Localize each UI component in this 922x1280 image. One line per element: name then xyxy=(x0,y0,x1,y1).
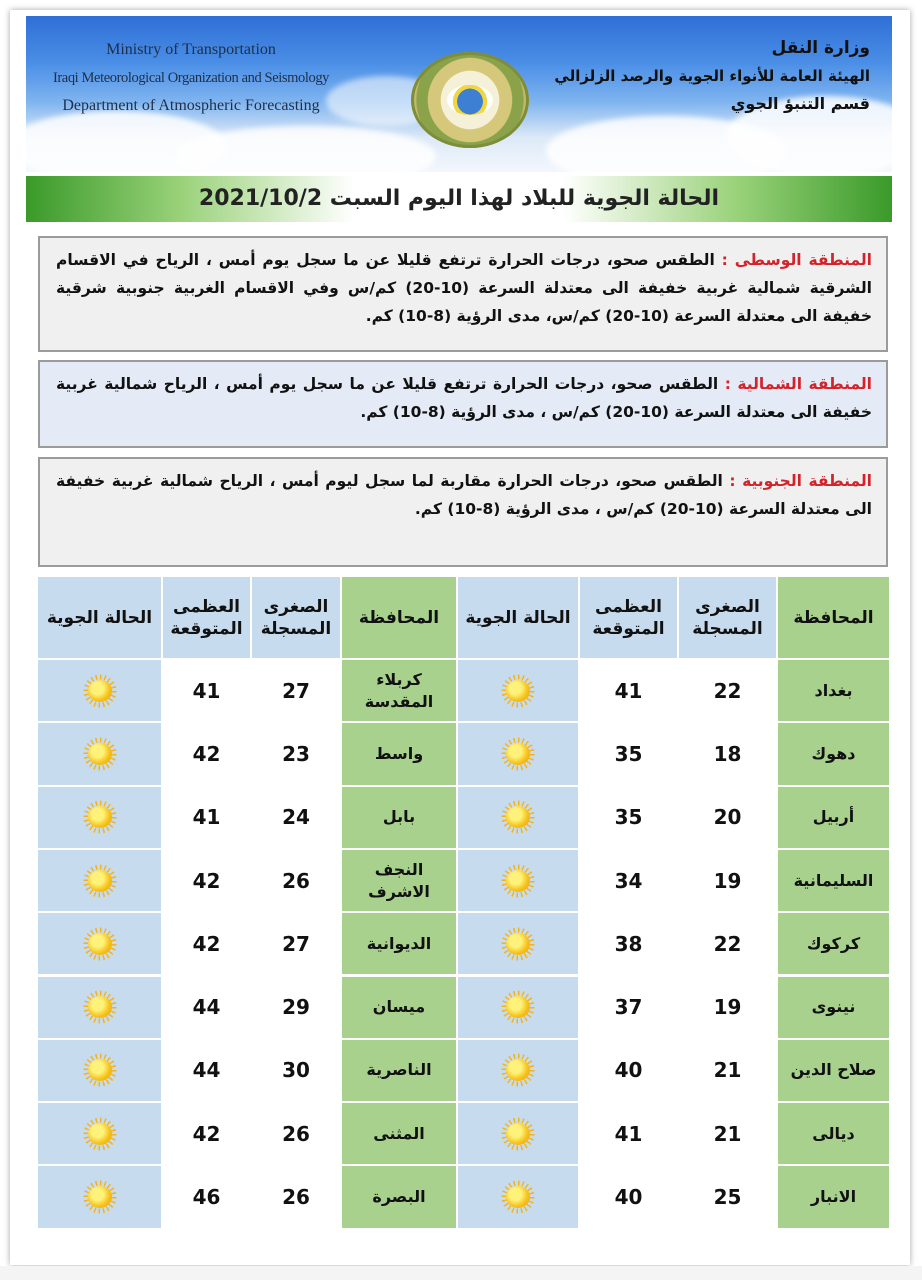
governorate-left-2 xyxy=(342,787,458,850)
min-temp-left-7 xyxy=(252,1103,342,1166)
min-temp-left-4-text: 27 xyxy=(282,931,310,956)
temperature-table xyxy=(38,577,891,1250)
min-temp-right-8 xyxy=(679,1166,778,1229)
region-central xyxy=(38,236,888,352)
region-central-heading: المنطقة الوسطى : xyxy=(721,251,872,269)
max-temp-left-4 xyxy=(163,913,252,976)
weather-cell-right-2 xyxy=(458,787,580,850)
min-temp-left-8-text: 26 xyxy=(282,1185,310,1210)
min-temp-left-0 xyxy=(252,660,342,723)
min-temp-left-7-text: 26 xyxy=(282,1121,310,1146)
max-temp-right-7-text: 41 xyxy=(614,1121,643,1146)
min-temp-right-1 xyxy=(679,723,778,786)
governorate-left-4-text: الديوانية xyxy=(366,933,432,953)
governorate-left-6-text: الناصرية xyxy=(366,1060,432,1080)
max-temp-left-4-text: 42 xyxy=(192,931,221,956)
governorate-right-3 xyxy=(778,850,891,913)
weather-cell-right-5 xyxy=(458,977,580,1040)
weather-cell-left-5 xyxy=(38,977,163,1040)
max-temp-right-5-text: 37 xyxy=(614,995,643,1020)
weather-cell-left-2 xyxy=(38,787,163,850)
sun-icon xyxy=(82,1183,118,1211)
max-temp-right-4 xyxy=(580,913,679,976)
max-temp-left-0-text: 41 xyxy=(192,678,221,703)
max-temp-left-5-text: 44 xyxy=(192,995,221,1020)
region-north xyxy=(38,360,888,448)
weather-cell-left-4 xyxy=(38,913,163,976)
header-governorate-left-text: المحافظة xyxy=(358,607,440,628)
max-temp-right-3-text: 34 xyxy=(614,868,643,893)
min-temp-left-1 xyxy=(252,723,342,786)
header-governorate-right-text: المحافظة xyxy=(793,607,874,628)
header-weather-right-text: الحالة الجوية xyxy=(465,607,571,628)
governorate-left-0 xyxy=(342,660,458,723)
sun-icon xyxy=(500,867,536,895)
sun-icon xyxy=(500,740,536,768)
max-temp-right-7 xyxy=(580,1103,679,1166)
governorate-right-6 xyxy=(778,1040,891,1103)
governorate-left-3 xyxy=(342,850,458,913)
max-temp-right-8-text: 40 xyxy=(614,1185,643,1210)
governorate-left-1-text: واسط xyxy=(374,743,424,763)
min-temp-right-8-text: 25 xyxy=(713,1185,742,1210)
department-name-ar: قسم التنبؤ الجوي xyxy=(730,94,870,113)
governorate-right-3-text: السليمانية xyxy=(793,870,874,890)
governorate-left-1 xyxy=(342,723,458,786)
min-temp-right-1-text: 18 xyxy=(713,741,742,766)
max-temp-right-8 xyxy=(580,1166,679,1229)
region-south-body: الطقس صحو، درجات الحرارة مقاربة لما سجل ليوم أمس ، الرياح شمالية غربية خفيفة الى معتدلة السرعة (10-20) كم/س ، مدى الرؤية (8-10) كم. xyxy=(56,472,872,518)
department-name-en: Department of Atmospheric Forecasting xyxy=(62,97,320,114)
min-temp-right-6 xyxy=(679,1040,778,1103)
governorate-left-7 xyxy=(342,1103,458,1166)
max-temp-right-6 xyxy=(580,1040,679,1103)
max-temp-left-5 xyxy=(163,977,252,1040)
governorate-left-6 xyxy=(342,1040,458,1103)
min-temp-left-6 xyxy=(252,1040,342,1103)
sun-icon xyxy=(82,1120,118,1148)
governorate-right-1 xyxy=(778,723,891,786)
sun-icon xyxy=(82,803,118,831)
max-temp-right-0 xyxy=(580,660,679,723)
organization-seal-icon xyxy=(411,52,529,148)
min-temp-right-7 xyxy=(679,1103,778,1166)
header-banner xyxy=(26,16,892,172)
governorate-left-5 xyxy=(342,977,458,1040)
english-header xyxy=(46,36,336,120)
title-bar xyxy=(26,176,892,222)
region-north-text xyxy=(56,370,872,426)
min-temp-left-0-text: 27 xyxy=(282,678,310,703)
weather-cell-right-6 xyxy=(458,1040,580,1103)
max-temp-right-1-text: 35 xyxy=(614,741,643,766)
weather-cell-left-3 xyxy=(38,850,163,913)
min-temp-left-5-text: 29 xyxy=(282,995,310,1020)
header-min-right-text: الصغرى المسجلة xyxy=(692,596,763,639)
min-temp-right-2-text: 20 xyxy=(713,805,742,830)
min-temp-right-3-text: 19 xyxy=(713,868,742,893)
min-temp-left-5 xyxy=(252,977,342,1040)
weather-cell-left-0 xyxy=(38,660,163,723)
header-min-left-text: الصغرى المسجلة xyxy=(260,596,332,639)
region-south-heading: المنطقة الجنوبية : xyxy=(729,472,872,490)
min-temp-left-4 xyxy=(252,913,342,976)
header-min-left xyxy=(252,577,342,660)
governorate-right-5 xyxy=(778,977,891,1040)
max-temp-left-0 xyxy=(163,660,252,723)
governorate-right-2-text: أربيل xyxy=(812,807,855,827)
ministry-name-ar: وزارة النقل xyxy=(771,38,870,58)
governorate-left-3-text: النجف الاشرف xyxy=(368,859,430,901)
header-max-left xyxy=(163,577,252,660)
weather-cell-left-8 xyxy=(38,1166,163,1229)
region-north-body: الطقس صحو، درجات الحرارة ترتفع قليلا عن ما سجل يوم أمس ، الرياح شمالية غربية خفيفة الى معتدلة السرعة (10-20) كم/س ، مدى الرؤية (8-10) كم. xyxy=(56,375,872,421)
min-temp-left-6-text: 30 xyxy=(282,1058,310,1083)
sun-icon xyxy=(82,1056,118,1084)
weather-cell-right-1 xyxy=(458,723,580,786)
min-temp-right-5 xyxy=(679,977,778,1040)
max-temp-left-2-text: 41 xyxy=(192,805,221,830)
max-temp-left-3-text: 42 xyxy=(192,868,221,893)
governorate-right-0 xyxy=(778,660,891,723)
max-temp-left-1-text: 42 xyxy=(192,741,221,766)
governorate-left-2-text: بابل xyxy=(382,807,416,827)
bulletin-title: الحالة الجوية للبلاد لهذا اليوم السبت 2021/10/2 xyxy=(198,186,720,211)
sun-icon xyxy=(82,867,118,895)
header-weather-left-text: الحالة الجوية xyxy=(46,607,153,628)
max-temp-left-3 xyxy=(163,850,252,913)
governorate-right-8 xyxy=(778,1166,891,1229)
sun-icon xyxy=(500,930,536,958)
min-temp-right-7-text: 21 xyxy=(713,1121,742,1146)
max-temp-right-3 xyxy=(580,850,679,913)
sun-icon xyxy=(500,993,536,1021)
organization-name-ar: الهيئة العامة للأنواء الجوية والرصد الزلزالي xyxy=(554,67,870,85)
max-temp-left-1 xyxy=(163,723,252,786)
max-temp-right-0-text: 41 xyxy=(614,678,643,703)
governorate-right-5-text: نينوى xyxy=(811,997,856,1017)
governorate-right-8-text: الانبار xyxy=(810,1187,857,1207)
min-temp-left-2 xyxy=(252,787,342,850)
sun-icon xyxy=(500,1056,536,1084)
region-south-text xyxy=(56,467,872,523)
header-governorate-right xyxy=(778,577,891,660)
governorate-left-7-text: المثنى xyxy=(373,1123,425,1143)
governorate-right-0-text: بغداد xyxy=(814,680,853,700)
min-temp-right-5-text: 19 xyxy=(713,995,742,1020)
max-temp-left-6-text: 44 xyxy=(192,1058,221,1083)
header-weather-left xyxy=(38,577,163,660)
arabic-header xyxy=(554,34,870,118)
max-temp-right-6-text: 40 xyxy=(614,1058,643,1083)
min-temp-left-1-text: 23 xyxy=(282,741,310,766)
weather-cell-right-0 xyxy=(458,660,580,723)
header-weather-right xyxy=(458,577,580,660)
sun-icon xyxy=(500,803,536,831)
region-central-text xyxy=(56,246,872,330)
weather-cell-right-3 xyxy=(458,850,580,913)
header-max-left-text: العظمى المتوقعة xyxy=(170,596,243,639)
weather-cell-right-4 xyxy=(458,913,580,976)
governorate-right-7 xyxy=(778,1103,891,1166)
sun-icon xyxy=(500,677,536,705)
sun-icon xyxy=(82,677,118,705)
governorate-left-4 xyxy=(342,913,458,976)
header-min-right xyxy=(679,577,778,660)
governorate-right-6-text: صلاح الدين xyxy=(790,1060,877,1080)
organization-name-en: Iraqi Meteorological Organization and Seismology xyxy=(52,70,330,86)
min-temp-left-3-text: 26 xyxy=(282,868,310,893)
region-south xyxy=(38,457,888,567)
weather-cell-right-7 xyxy=(458,1103,580,1166)
sun-icon xyxy=(82,993,118,1021)
max-temp-left-6 xyxy=(163,1040,252,1103)
max-temp-right-1 xyxy=(580,723,679,786)
governorate-left-5-text: ميسان xyxy=(372,997,426,1017)
sun-icon xyxy=(500,1183,536,1211)
governorate-right-2 xyxy=(778,787,891,850)
max-temp-left-7 xyxy=(163,1103,252,1166)
sun-icon xyxy=(82,740,118,768)
governorate-right-1-text: دهوك xyxy=(811,743,856,763)
sun-icon xyxy=(82,930,118,958)
header-max-right xyxy=(580,577,679,660)
weather-cell-left-7 xyxy=(38,1103,163,1166)
max-temp-left-8-text: 46 xyxy=(192,1185,221,1210)
weather-cell-left-6 xyxy=(38,1040,163,1103)
min-temp-right-3 xyxy=(679,850,778,913)
min-temp-left-3 xyxy=(252,850,342,913)
max-temp-left-7-text: 42 xyxy=(192,1121,221,1146)
min-temp-left-2-text: 24 xyxy=(282,805,310,830)
max-temp-right-5 xyxy=(580,977,679,1040)
max-temp-right-2 xyxy=(580,787,679,850)
min-temp-right-0 xyxy=(679,660,778,723)
ministry-name-en: Ministry of Transportation xyxy=(106,41,276,58)
min-temp-right-2 xyxy=(679,787,778,850)
region-north-heading: المنطقة الشمالية : xyxy=(724,375,872,393)
governorate-left-8-text: البصرة xyxy=(372,1187,426,1207)
max-temp-right-4-text: 38 xyxy=(614,931,643,956)
header-max-right-text: العظمى المتوقعة xyxy=(592,596,665,639)
weather-cell-left-1 xyxy=(38,723,163,786)
sun-icon xyxy=(500,1120,536,1148)
governorate-right-4-text: كركوك xyxy=(806,933,861,953)
governorate-right-4 xyxy=(778,913,891,976)
min-temp-right-0-text: 22 xyxy=(713,678,742,703)
governorate-left-8 xyxy=(342,1166,458,1229)
min-temp-right-4-text: 22 xyxy=(713,931,742,956)
min-temp-left-8 xyxy=(252,1166,342,1229)
governorate-left-0-text: كربلاء المقدسة xyxy=(364,669,434,711)
max-temp-left-2 xyxy=(163,787,252,850)
header-governorate-left xyxy=(342,577,458,660)
min-temp-right-6-text: 21 xyxy=(713,1058,742,1083)
region-central-body: الطقس صحو، درجات الحرارة ترتفع قليلا عن ما سجل يوم أمس ، الرياح في الاقسام الشرقية شمالية غربية خفيفة الى معتدلة السرعة (10-20) كم/س وفي الاقسام الغربية جنوبية شرقية خفيفة الى معتدلة السرعة (10-20) كم/س، مدى الرؤية (8-10) كم. xyxy=(56,251,872,325)
governorate-right-7-text: ديالى xyxy=(812,1123,855,1143)
weather-cell-right-8 xyxy=(458,1166,580,1229)
max-temp-right-2-text: 35 xyxy=(614,805,643,830)
max-temp-left-8 xyxy=(163,1166,252,1229)
min-temp-right-4 xyxy=(679,913,778,976)
page-footer-strip xyxy=(0,1266,922,1280)
